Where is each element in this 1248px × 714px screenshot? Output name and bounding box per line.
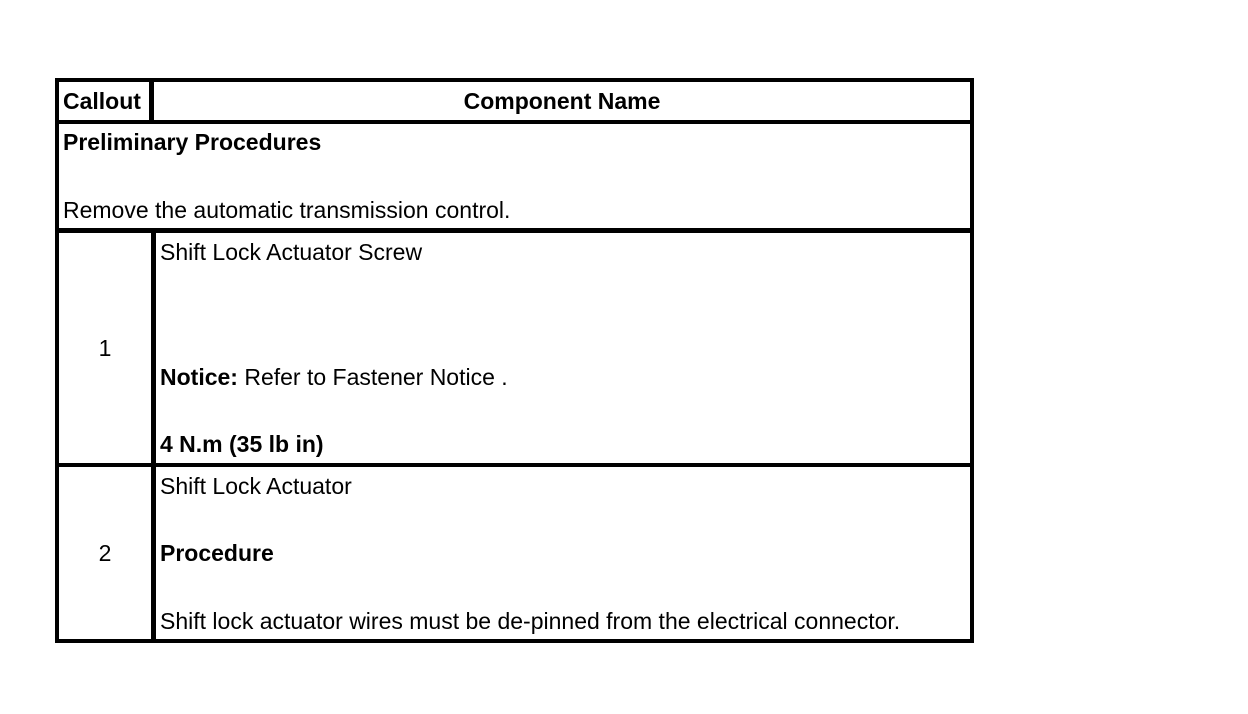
row2-component-name: Shift Lock Actuator xyxy=(160,473,352,499)
row1-callout: 1 xyxy=(98,335,112,361)
row2-callout: 2 xyxy=(98,540,112,566)
preliminary-divider xyxy=(55,228,974,233)
row2-procedure-label: Procedure xyxy=(160,540,274,566)
row1-notice xyxy=(160,364,508,390)
row1-torque: 4 N.m (35 lb in) xyxy=(160,431,324,457)
row1-divider xyxy=(55,463,974,467)
table-border-bottom xyxy=(55,639,974,643)
header-component-name: Component Name xyxy=(463,88,661,114)
header-callout: Callout xyxy=(63,88,141,114)
row1-notice-text: Refer to Fastener Notice . xyxy=(237,364,508,390)
row1-notice-label: Notice: xyxy=(160,364,238,390)
row1-component-name: Shift Lock Actuator Screw xyxy=(160,239,423,265)
body-column-divider xyxy=(151,228,156,643)
row2-procedure-text: Shift lock actuator wires must be de-pinned from the electrical connector. xyxy=(160,608,901,634)
table-border-right xyxy=(970,78,974,643)
table-border-top xyxy=(55,78,974,82)
preliminary-title: Preliminary Procedures xyxy=(63,129,322,155)
header-divider xyxy=(55,120,974,124)
component-table xyxy=(55,78,974,643)
preliminary-text: Remove the automatic transmission control. xyxy=(63,197,511,223)
